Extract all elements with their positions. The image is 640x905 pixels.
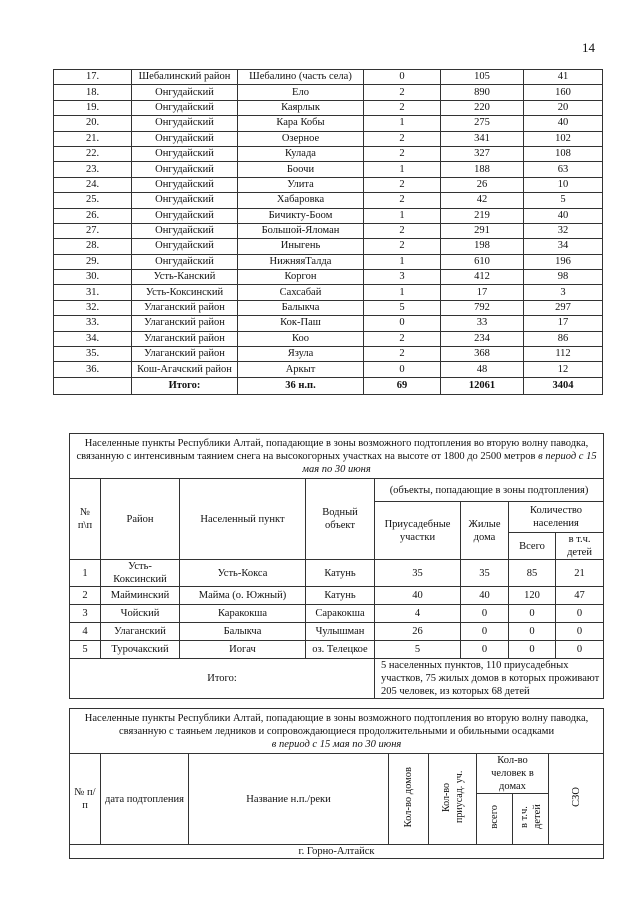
table-row — [54, 193, 603, 208]
table-cell: 0 — [556, 605, 604, 623]
table-cell: Сахсабай — [238, 285, 364, 300]
settlements-continued-table — [53, 69, 603, 395]
table-cell: Онгудайский — [132, 116, 238, 131]
table-cell: 41 — [524, 70, 603, 85]
table-cell: 17 — [441, 285, 524, 300]
table-cell: 0 — [461, 641, 509, 659]
table-cell: Онгудайский — [132, 239, 238, 254]
table-cell: Кулада — [238, 146, 364, 161]
table-row — [54, 331, 603, 346]
table-cell: 40 — [524, 116, 603, 131]
table-cell: 21. — [54, 131, 132, 146]
table-cell: 21 — [556, 560, 604, 587]
table-cell: Кош-Агачский район — [132, 362, 238, 377]
table-cell: 368 — [441, 347, 524, 362]
table-cell: 1 — [364, 116, 441, 131]
table-cell: 0 — [509, 641, 556, 659]
table-cell: Улаганский район — [132, 300, 238, 315]
table-cell: Коо — [238, 331, 364, 346]
table-cell: 17 — [524, 316, 603, 331]
table-cell: Турочакский — [101, 641, 180, 659]
table-cell: Аркыт — [238, 362, 364, 377]
table-cell: Язула — [238, 347, 364, 362]
table-cell: 5 — [364, 300, 441, 315]
table-cell: Хабаровка — [238, 193, 364, 208]
table-cell: Бичикту-Боом — [238, 208, 364, 223]
table-cell: 26 — [441, 177, 524, 192]
table-cell: Саракокша — [306, 605, 375, 623]
table-cell: 291 — [441, 223, 524, 238]
table-cell: 2 — [364, 146, 441, 161]
table3-title-text: Населенные пункты Республики Алтай, попадающие в зоны возможного подтопления во вторую волну паводка, связанную с таяньем ледников и сопровождающиеся продолжительными и обильными осадками — [84, 712, 589, 737]
header-district: Район — [101, 479, 180, 560]
table-cell: 3 — [364, 270, 441, 285]
table-cell: 35. — [54, 347, 132, 362]
header-num: № п\п — [70, 479, 101, 560]
table-cell: 0 — [461, 605, 509, 623]
table2-title-period: в период с 15 мая по 30 июня — [302, 450, 597, 475]
total-col5: 3404 — [524, 377, 603, 394]
table-cell: 2 — [364, 347, 441, 362]
table-cell: 33 — [441, 316, 524, 331]
table-cell: 102 — [524, 131, 603, 146]
table-cell: 112 — [524, 347, 603, 362]
table-cell: 26. — [54, 208, 132, 223]
table-cell: 35 — [461, 560, 509, 587]
table-cell: 20 — [524, 100, 603, 115]
table-cell: 34. — [54, 331, 132, 346]
table-row — [70, 623, 604, 641]
table-cell: 26 — [375, 623, 461, 641]
header-total: Всего — [509, 533, 556, 560]
t3-header-num: № п/п — [70, 754, 101, 845]
table2-total-label: Итого: — [70, 659, 375, 699]
table-cell: 0 — [509, 605, 556, 623]
table-cell: 327 — [441, 146, 524, 161]
table-cell: Улита — [238, 177, 364, 192]
table-cell: 2 — [364, 331, 441, 346]
table2-title — [70, 434, 604, 479]
total-col3: 69 — [364, 377, 441, 394]
t3-header-people: Кол-во человек в домах — [477, 754, 549, 794]
t3-header-houses — [389, 754, 429, 845]
t3-header-all — [477, 794, 513, 845]
table-cell: Онгудайский — [132, 193, 238, 208]
table-cell: Онгудайский — [132, 131, 238, 146]
table-cell: 297 — [524, 300, 603, 315]
table-cell: 42 — [441, 193, 524, 208]
table-cell: 0 — [364, 70, 441, 85]
table-cell: 19. — [54, 100, 132, 115]
table-cell: 5 — [70, 641, 101, 659]
table-row — [54, 316, 603, 331]
table2-summary: 5 населенных пунктов, 110 приусадебных участков, 75 жилых домов в которых проживают 205 человек, из которых 68 детей — [375, 659, 604, 699]
table-cell: 120 — [509, 587, 556, 605]
table-cell: Онгудайский — [132, 223, 238, 238]
table-cell: 2 — [70, 587, 101, 605]
header-children: в т.ч. детей — [556, 533, 604, 560]
table-row — [54, 347, 603, 362]
table-cell: 1 — [364, 254, 441, 269]
table-cell: 108 — [524, 146, 603, 161]
table-row — [54, 208, 603, 223]
table-row — [70, 605, 604, 623]
t3-header-plots — [429, 754, 477, 845]
header-water: Водный объект — [306, 479, 375, 560]
table-cell: Усть-Коксинский — [132, 285, 238, 300]
table-cell: 2 — [364, 193, 441, 208]
table-cell: Кара Кобы — [238, 116, 364, 131]
table-cell: Балыкча — [238, 300, 364, 315]
table-cell: Майма (о. Южный) — [180, 587, 306, 605]
table-cell: 47 — [556, 587, 604, 605]
table-row — [54, 70, 603, 85]
table-cell: 0 — [364, 362, 441, 377]
t3-header-children-text: в т.ч. детей — [518, 804, 543, 830]
table-cell: Каракокша — [180, 605, 306, 623]
table-row — [54, 239, 603, 254]
table-cell: Онгудайский — [132, 177, 238, 192]
table-cell: 23. — [54, 162, 132, 177]
table-cell: 0 — [364, 316, 441, 331]
total-row — [54, 377, 603, 394]
table-cell: Каярлык — [238, 100, 364, 115]
table-row — [54, 362, 603, 377]
table-cell: Онгудайский — [132, 162, 238, 177]
table-cell: 17. — [54, 70, 132, 85]
table-cell: Улаганский район — [132, 347, 238, 362]
table-cell: 792 — [441, 300, 524, 315]
table-cell: 1 — [364, 285, 441, 300]
table-cell: Усть-Коксинский — [101, 560, 180, 587]
t3-header-szo-text: СЗО — [570, 787, 582, 807]
table-row — [54, 285, 603, 300]
total-label: Итого: — [132, 377, 238, 394]
table-cell: 85 — [509, 560, 556, 587]
table-cell: 28. — [54, 239, 132, 254]
header-group: (объекты, попадающие в зоны подтопления) — [375, 479, 604, 502]
table-cell: 2 — [364, 131, 441, 146]
table-cell: Коргон — [238, 270, 364, 285]
table-cell: Кок-Паш — [238, 316, 364, 331]
table-cell: Онгудайский — [132, 208, 238, 223]
header-population: Количество населения — [509, 502, 604, 533]
table-cell: 18. — [54, 85, 132, 100]
table-cell: 0 — [461, 623, 509, 641]
table-cell: Онгудайский — [132, 85, 238, 100]
table-cell: 4 — [375, 605, 461, 623]
page-number: 14 — [582, 40, 595, 55]
table-cell: Чойский — [101, 605, 180, 623]
table-cell: Усть-Канский — [132, 270, 238, 285]
table-cell: 86 — [524, 331, 603, 346]
table-cell: 29. — [54, 254, 132, 269]
table-cell: Ело — [238, 85, 364, 100]
t3-header-all-text: всего — [489, 805, 500, 829]
table-cell: Балыкча — [180, 623, 306, 641]
table-cell: 2 — [364, 239, 441, 254]
table-row — [70, 587, 604, 605]
table3-title-period: в период с 15 мая по 30 июня — [271, 738, 402, 750]
table-cell: 34 — [524, 239, 603, 254]
table-cell: 3 — [524, 285, 603, 300]
table-row — [54, 85, 603, 100]
table-cell: Боочи — [238, 162, 364, 177]
header-plots: Приусадебные участки — [375, 502, 461, 560]
table-cell: 890 — [441, 85, 524, 100]
table-row — [70, 560, 604, 587]
table-cell: 30. — [54, 270, 132, 285]
table-cell: 1 — [364, 162, 441, 177]
table-cell: 25. — [54, 193, 132, 208]
t3-header-name: Название н.п./реки — [189, 754, 389, 845]
table-cell: 2 — [364, 223, 441, 238]
table-row — [54, 100, 603, 115]
table-cell: Иныгень — [238, 239, 364, 254]
table-cell: 22. — [54, 146, 132, 161]
table-cell: 40 — [461, 587, 509, 605]
t3-header-szo — [549, 754, 604, 845]
table-cell: Катунь — [306, 560, 375, 587]
table-cell: 198 — [441, 239, 524, 254]
table-cell: 610 — [441, 254, 524, 269]
table-row — [54, 131, 603, 146]
table-cell: 275 — [441, 116, 524, 131]
table-row — [54, 300, 603, 315]
t3-header-date: дата подтопления — [101, 754, 189, 845]
table-cell: 105 — [441, 70, 524, 85]
table-cell: 412 — [441, 270, 524, 285]
total-settlements: 36 н.п. — [238, 377, 364, 394]
table-cell: Озерное — [238, 131, 364, 146]
table-cell: 5 — [375, 641, 461, 659]
header-houses: Жилые дома — [461, 502, 509, 560]
table-cell: 10 — [524, 177, 603, 192]
table-cell: 4 — [70, 623, 101, 641]
table-cell: 160 — [524, 85, 603, 100]
table-cell: 12 — [524, 362, 603, 377]
table3-title — [70, 709, 604, 754]
table-cell: 24. — [54, 177, 132, 192]
table-cell: 32. — [54, 300, 132, 315]
table-cell: 2 — [364, 85, 441, 100]
table-cell: 234 — [441, 331, 524, 346]
table-cell: 32 — [524, 223, 603, 238]
table-cell: 219 — [441, 208, 524, 223]
table2-title-text: Населенные пункты Республики Алтай, попадающие в зоны возможного подтопления во вторую волну паводка, связанную с интенсивным таянием снега на высокогорных участках на высоте от 1800 до 2500 метров — [76, 437, 589, 462]
table-row — [54, 177, 603, 192]
table-row — [54, 146, 603, 161]
table-cell: Онгудайский — [132, 146, 238, 161]
table-cell: 27. — [54, 223, 132, 238]
table-row — [54, 116, 603, 131]
table-cell: Улаганский район — [132, 331, 238, 346]
t3-city-row: г. Горно-Алтайск — [70, 845, 604, 859]
table-cell: 0 — [509, 623, 556, 641]
table-row — [54, 270, 603, 285]
table-row — [54, 223, 603, 238]
table-cell: 48 — [441, 362, 524, 377]
table-cell: 31. — [54, 285, 132, 300]
table-cell: 188 — [441, 162, 524, 177]
t3-header-children — [513, 794, 549, 845]
table-cell: Шебалинский район — [132, 70, 238, 85]
table-cell: 63 — [524, 162, 603, 177]
total-col4: 12061 — [441, 377, 524, 394]
table-cell: Усть-Кокса — [180, 560, 306, 587]
table-cell: 3 — [70, 605, 101, 623]
table-cell: Майминский — [101, 587, 180, 605]
header-settlement: Населенный пункт — [180, 479, 306, 560]
table-cell: Онгудайский — [132, 100, 238, 115]
table-cell: Чулышман — [306, 623, 375, 641]
table-cell: Улаганский — [101, 623, 180, 641]
table-cell: 40 — [524, 208, 603, 223]
table-cell: Шебалино (часть села) — [238, 70, 364, 85]
table-cell: НижняяТалда — [238, 254, 364, 269]
table-cell: 2 — [364, 100, 441, 115]
table-row — [70, 641, 604, 659]
table-cell: 5 — [524, 193, 603, 208]
table-cell: Катунь — [306, 587, 375, 605]
t3-header-houses-text: Кол-во домов — [403, 766, 414, 828]
table-cell: 36. — [54, 362, 132, 377]
table-cell: Онгудайский — [132, 254, 238, 269]
table-cell: 2 — [364, 177, 441, 192]
table-cell: оз. Телецкое — [306, 641, 375, 659]
table-row — [54, 254, 603, 269]
table-cell: 33. — [54, 316, 132, 331]
table-cell: 1 — [364, 208, 441, 223]
table-cell: 20. — [54, 116, 132, 131]
table-cell: 341 — [441, 131, 524, 146]
table-cell: Большой-Яломан — [238, 223, 364, 238]
table-cell: 196 — [524, 254, 603, 269]
glacier-flood-table — [69, 708, 604, 859]
table-cell: Улаганский район — [132, 316, 238, 331]
table-cell: 0 — [556, 641, 604, 659]
table-cell: 0 — [556, 623, 604, 641]
table-cell: 40 — [375, 587, 461, 605]
table-cell: 98 — [524, 270, 603, 285]
table-row — [54, 162, 603, 177]
table-cell: 1 — [70, 560, 101, 587]
table-cell: 35 — [375, 560, 461, 587]
t3-header-plots-text: Кол-во приусад. уч. — [440, 770, 465, 824]
table-cell: 220 — [441, 100, 524, 115]
snowmelt-flood-table — [69, 433, 604, 699]
table-cell: Иогач — [180, 641, 306, 659]
